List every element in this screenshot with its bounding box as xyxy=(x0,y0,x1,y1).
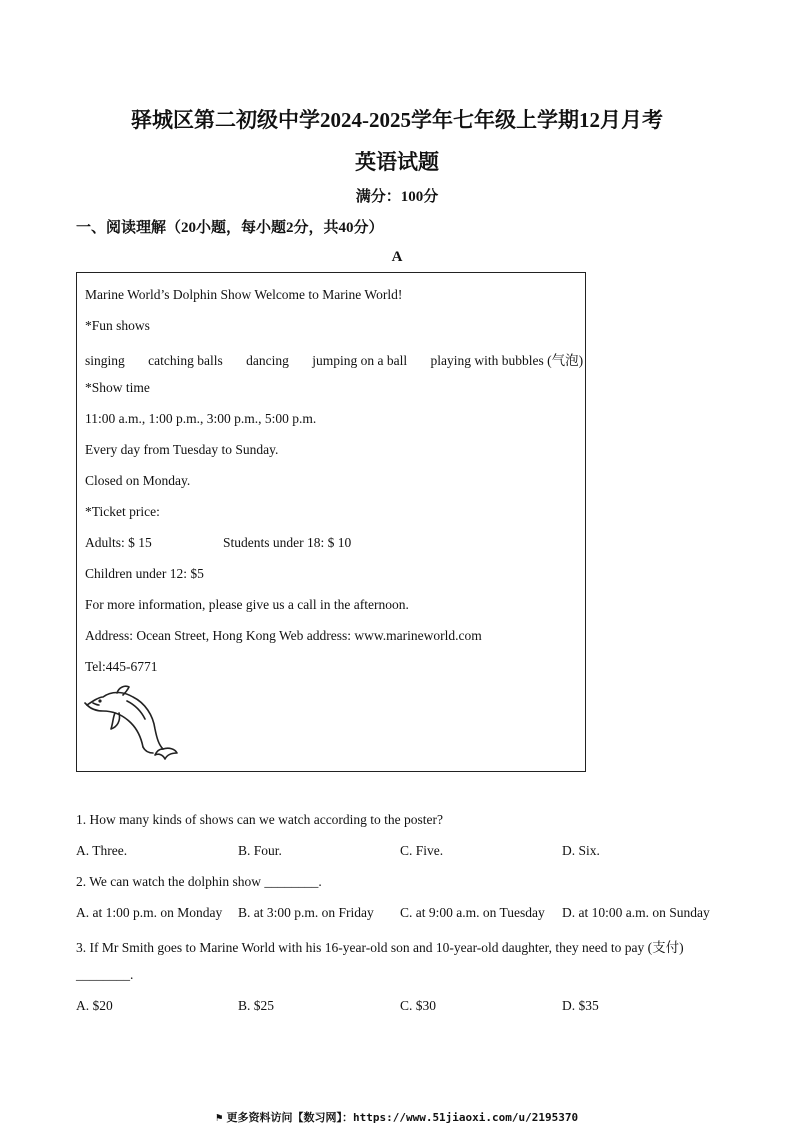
question-3-option-a[interactable]: A. $20 xyxy=(76,998,113,1013)
footer xyxy=(0,1109,794,1125)
document-subtitle: 英语试题 xyxy=(355,150,439,174)
passage-label: A xyxy=(391,249,403,265)
show-times: 11:00 a.m., 1:00 p.m., 3:00 p.m., 5:00 p.m. xyxy=(85,411,317,426)
question-2-option-d[interactable]: D. at 10:00 a.m. on Sunday xyxy=(562,905,710,920)
section-heading: 一、阅读理解（20小题，每小题2分，共40分） xyxy=(76,220,384,236)
shows-list xyxy=(85,349,583,369)
show-item: playing with bubbles (气泡) xyxy=(430,353,584,368)
question-2-option-c[interactable]: C. at 9:00 a.m. on Tuesday xyxy=(400,905,545,920)
question-2-option-b[interactable]: B. at 3:00 p.m. on Friday xyxy=(238,905,374,920)
question-1-option-c[interactable]: C. Five. xyxy=(400,843,444,858)
adult-price: Adults: $ 15 xyxy=(85,535,152,550)
total-score: 满分：100分 xyxy=(355,189,439,205)
show-time-label: *Show time xyxy=(85,380,150,395)
poster-box xyxy=(76,272,586,772)
child-price: Children under 12: $5 xyxy=(85,566,204,581)
show-days: Every day from Tuesday to Sunday. xyxy=(85,442,279,457)
footer-link[interactable]: 更多资料访问【数习网】：https://www.51jiaoxi.com/u/2195370 xyxy=(226,1111,579,1124)
question-1-stem: 1. How many kinds of shows can we watch according to the poster? xyxy=(76,812,444,827)
question-2-option-a[interactable]: A. at 1:00 p.m. on Monday xyxy=(76,905,223,920)
document-title: 驿城区第二初级中学2024-2025学年七年级上学期12月月考 xyxy=(131,108,663,132)
telephone: Tel:445-6771 xyxy=(85,659,158,674)
show-item: singing xyxy=(85,353,125,368)
address: Address: Ocean Street, Hong Kong Web address: www.marineworld.com xyxy=(85,628,482,643)
question-1-option-b[interactable]: B. Four. xyxy=(238,843,282,858)
question-1-option-a[interactable]: A. Three. xyxy=(76,843,128,858)
show-item: dancing xyxy=(246,353,289,368)
question-3-stem: 3. If Mr Smith goes to Marine World with his 16-year-old son and 10-year-old daughter, they need to pay (支付) xyxy=(76,940,684,955)
question-1-option-d[interactable]: D. Six. xyxy=(562,843,600,858)
dolphin-icon xyxy=(83,683,179,763)
question-3-option-b[interactable]: B. $25 xyxy=(238,998,275,1013)
question-3-option-c[interactable]: C. $30 xyxy=(400,998,437,1013)
question-3-stem-continued: ________. xyxy=(76,967,134,982)
question-2-stem: 2. We can watch the dolphin show ________. xyxy=(76,874,322,889)
fun-shows-label: *Fun shows xyxy=(85,318,150,333)
closed-day: Closed on Monday. xyxy=(85,473,191,488)
more-info: For more information, please give us a call in the afternoon. xyxy=(85,597,409,612)
question-3-option-d[interactable]: D. $35 xyxy=(562,998,599,1013)
show-item: jumping on a ball xyxy=(312,353,408,368)
ticket-price-label: *Ticket price: xyxy=(85,504,160,519)
student-price: Students under 18: $ 10 xyxy=(223,535,352,550)
flag-icon: ⚑ xyxy=(215,1111,223,1124)
show-item: catching balls xyxy=(148,353,223,368)
poster-title: Marine World’s Dolphin Show Welcome to Marine World! xyxy=(85,287,403,302)
